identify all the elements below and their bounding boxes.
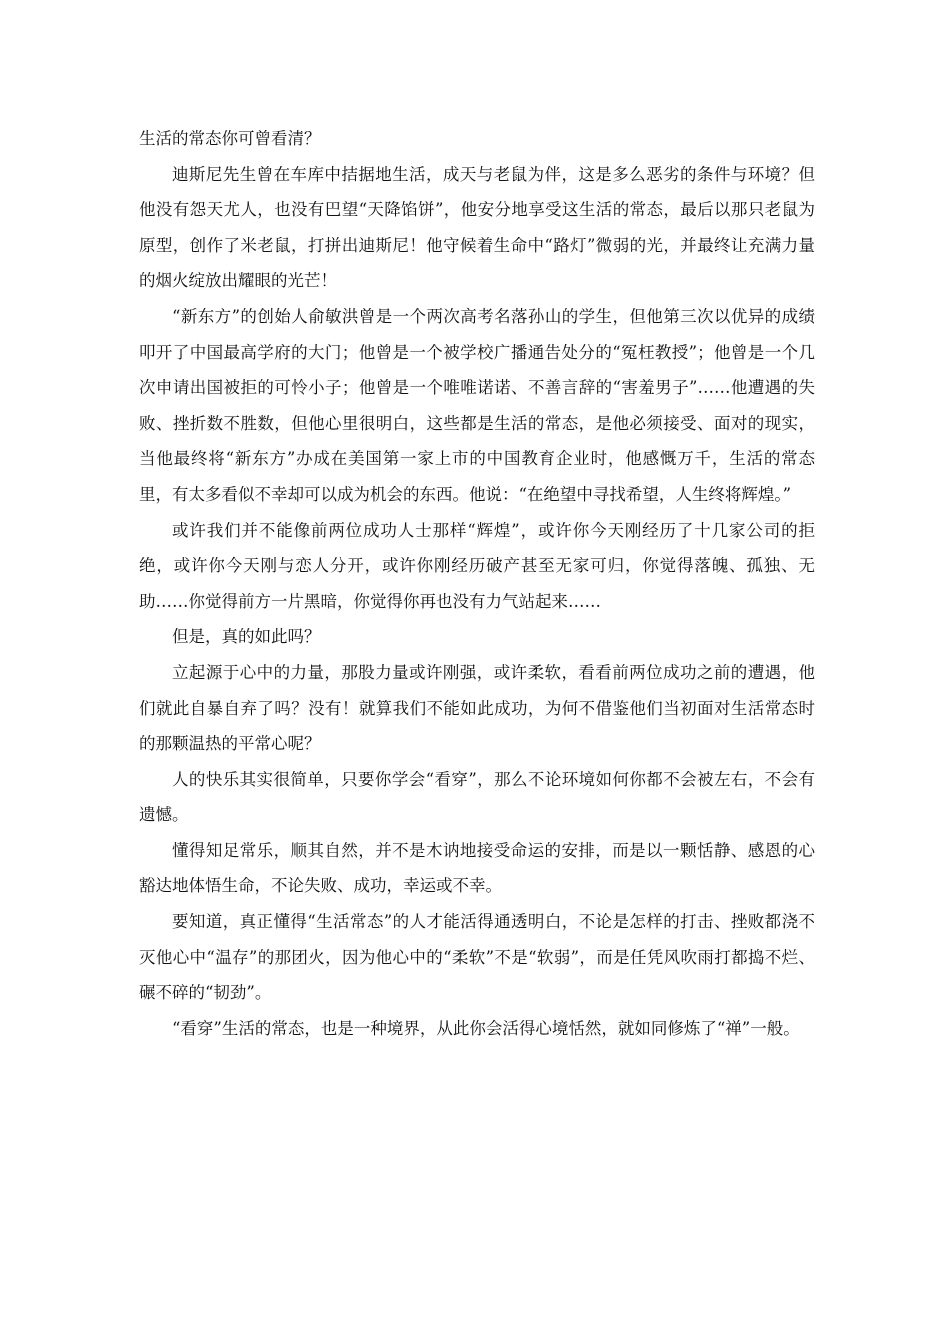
paragraph-2: 迪斯尼先生曾在车库中拮据地生活，成天与老鼠为伴，这是多么恶劣的条件与环境？但他没有怨天尤人，也没有巴望“天降馅饼”，他安分地享受这生活的常态，最后以那只老鼠为原型，创作了米老鼠，打拼出迪斯尼！他守候着生命中“路灯”微弱的光，并最终让充满力量的烟火绽放出耀眼的光芒！: [139, 164, 815, 291]
paragraph-5: 但是，真的如此吗？: [172, 627, 321, 647]
paragraph-7: 人的快乐其实很简单，只要你学会“看穿”，那么不论环境如何你都不会被左右，不会有遗憾。: [139, 769, 815, 825]
paragraph-8: 懂得知足常乐，顺其自然，并不是木讷地接受命运的安排，而是以一颗恬静、感恩的心豁达地体悟生命，不论失败、成功，幸运或不幸。: [139, 840, 815, 896]
document-body: [139, 121, 815, 1046]
paragraph-3: “新东方”的创始人俞敏洪曾是一个两次高考名落孙山的学生，但他第三次以优异的成绩叩开了中国最高学府的大门；他曾是一个被学校广播通告处分的“冤枉教授”；他曾是一个几次申请出国被拒的可怜小子；他曾是一个唯唯诺诺、不善言辞的“害羞男子”……他遭遇的失败、挫折数不胜数，但他心里很明白，这些都是生活的常态，是他必须接受、面对的现实，当他最终将“新东方”办成在美国第一家上市的中国教育企业时，他感慨万千，生活的常态里，有太多看似不幸却可以成为机会的东西。他说：“在绝望中寻找希望，人生终将辉煌。”: [139, 306, 815, 504]
paragraph-10: “看穿”生活的常态，也是一种境界，从此你会活得心境恬然，就如同修炼了“禅”一般。: [172, 1018, 800, 1038]
paragraph-9: 要知道，真正懂得“生活常态”的人才能活得通透明白，不论是怎样的打击、挫败都浇不灭他心中“温存”的那团火，因为他心中的“柔软”不是“软弱”，而是任凭风吹雨打都捣不烂、碾不碎的“韧劲”。: [139, 912, 815, 1003]
paragraph-6: 立起源于心中的力量，那股力量或许刚强，或许柔软，看看前两位成功之前的遭遇，他们就此自暴自弃了吗？没有！就算我们不能如此成功，为何不借鉴他们当初面对生活常态时的那颗温热的平常心呢？: [139, 662, 815, 754]
paragraph-4: 或许我们并不能像前两位成功人士那样“辉煌”，或许你今天刚经历了十几家公司的拒绝，或许你今天刚与恋人分开，或许你刚经历破产甚至无家可归，你觉得落魄、孤独、无助……你觉得前方一片黑暗，你觉得你再也没有力气站起来……: [139, 520, 815, 611]
paragraph-1: 生活的常态你可曾看清？: [139, 129, 321, 148]
